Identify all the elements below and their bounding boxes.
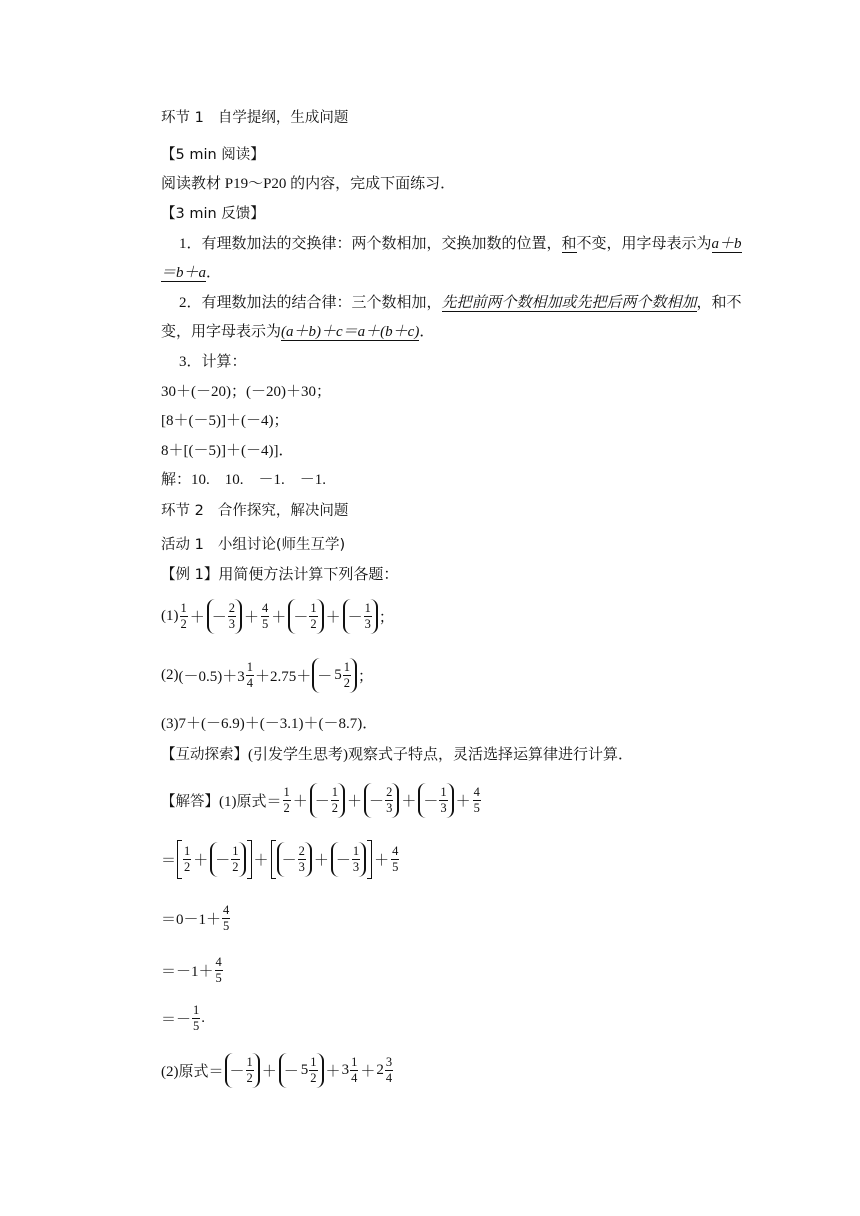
answer-blank: 先把前两个数相加或先把后两个数相加	[441, 295, 697, 311]
item-1-line-2: ＝b＋a．	[161, 265, 222, 281]
answer-formula: a＋b	[711, 236, 742, 252]
tag-reading: 【5 min 阅读】	[161, 147, 265, 163]
answer-formula-cont: ＝b＋a	[161, 265, 207, 281]
solve-tag: 【解答】	[161, 793, 219, 810]
calc-line-1: 30＋(－20)；(－20)＋30；	[161, 384, 331, 400]
problem-1: (1) $\frac{1}{2}$ ＋ － $\frac{2}{3}$ ＋ $\frac{4}{5}$ ＋ － $\frac{1}{2}$ ＋ － $\frac{1}{3}$ ；	[161, 594, 394, 638]
solution-1-line-3: ＝0－1＋ $\frac{4}{5}$	[161, 902, 230, 933]
fraction: $\frac{1}{2}$	[180, 600, 187, 631]
answer-line: 解：10. 10. －1. －1.	[161, 472, 327, 488]
solution-1-line-1: 【解答】 (1)原式＝ $\frac{1}{2}$ ＋ － $\frac{1}{2}$ ＋ － $\frac{2}{3}$ ＋ － $\frac{1}{3}$ ＋ $\frac{4}{5}$	[161, 778, 482, 822]
solution-1-line-2: ＝ $\frac{1}{2}$ ＋ － $\frac{1}{2}$ ＋ － $\frac{2}{3}$ ＋ － $\frac{1}{3}$ ＋ $\frac{4}{5}$	[161, 833, 400, 885]
section-heading-2	[161, 501, 348, 521]
heading-title: 自学提纲，生成问题	[217, 110, 349, 126]
paren-group: － $\frac{2}{3}$	[207, 599, 242, 634]
bracket-group: $\frac{1}{2}$ ＋ － $\frac{1}{2}$	[177, 840, 252, 879]
item-2-line-1: 2．有理数加法的结合律：三个数相加，先把前两个数相加或先把后两个数相加，和不	[179, 295, 742, 311]
heading-title: 合作探究，解决问题	[217, 503, 349, 519]
tag-feedback: 【3 min 反馈】	[161, 206, 265, 222]
solution-2-line-1: (2)原式＝ － $\frac{1}{2}$ ＋ － 5 $\frac{1}{2}$ ＋ 3 $\frac{1}{4}$ ＋ 2 $\frac{3}{4}$	[161, 1048, 394, 1092]
problem-2: (2) (－0.5)＋3 $\frac{1}{4}$ ＋2.75＋ － 5 $\frac{1}{2}$ ；	[161, 653, 373, 697]
explore-tag: 【互动探索】	[161, 747, 248, 763]
example-tag: 【例 1】	[161, 567, 219, 583]
example-1-prompt: 【例 1】用简便方法计算下列各题：	[161, 567, 399, 583]
answer-blank: 和	[561, 236, 577, 252]
paren-group: － $\frac{1}{2}$	[288, 599, 323, 634]
item-2-line-2: 变，用字母表示为(a＋b)＋c＝a＋(b＋c)．	[161, 324, 435, 340]
fraction: $\frac{1}{4}$	[246, 659, 253, 690]
problem-3: (3)7＋(－6.9)＋(－3.1)＋(－8.7)．	[161, 716, 378, 732]
activity-heading: 活动 1 小组讨论(师生互学)	[161, 537, 346, 553]
solution-1-line-5: ＝－ $\frac{1}{5}$ .	[161, 1002, 206, 1033]
explore-line: 【互动探索】(引发学生思考)观察式子特点，灵活选择运算律进行计算．	[161, 747, 633, 763]
calc-line-3: 8＋[(－5)]＋(－4)]．	[161, 443, 294, 459]
solution-1-line-4: ＝－1＋ $\frac{4}{5}$	[161, 954, 222, 985]
bracket-group: － $\frac{2}{3}$ ＋ － $\frac{1}{3}$	[271, 840, 373, 879]
heading-number: 环节 1	[161, 110, 204, 126]
section-heading-1	[161, 108, 348, 128]
paren-group: － 5 $\frac{1}{2}$	[312, 658, 357, 693]
item-3: 3．计算：	[179, 354, 247, 370]
heading-number: 环节 2	[161, 503, 204, 519]
fraction: $\frac{4}{5}$	[262, 600, 269, 631]
item-1-line-1: 1．有理数加法的交换律：两个数相加，交换加数的位置，和不变，用字母表示为a＋b	[179, 236, 742, 252]
answer-formula: (a＋b)＋c＝a＋(b＋c)	[281, 324, 420, 340]
calc-line-2: [8＋(－5)]＋(－4)；	[161, 413, 289, 429]
reading-instruction: 阅读教材 P19～P20 的内容，完成下面练习．	[161, 176, 456, 192]
paren-group: － $\frac{1}{3}$	[343, 599, 378, 634]
